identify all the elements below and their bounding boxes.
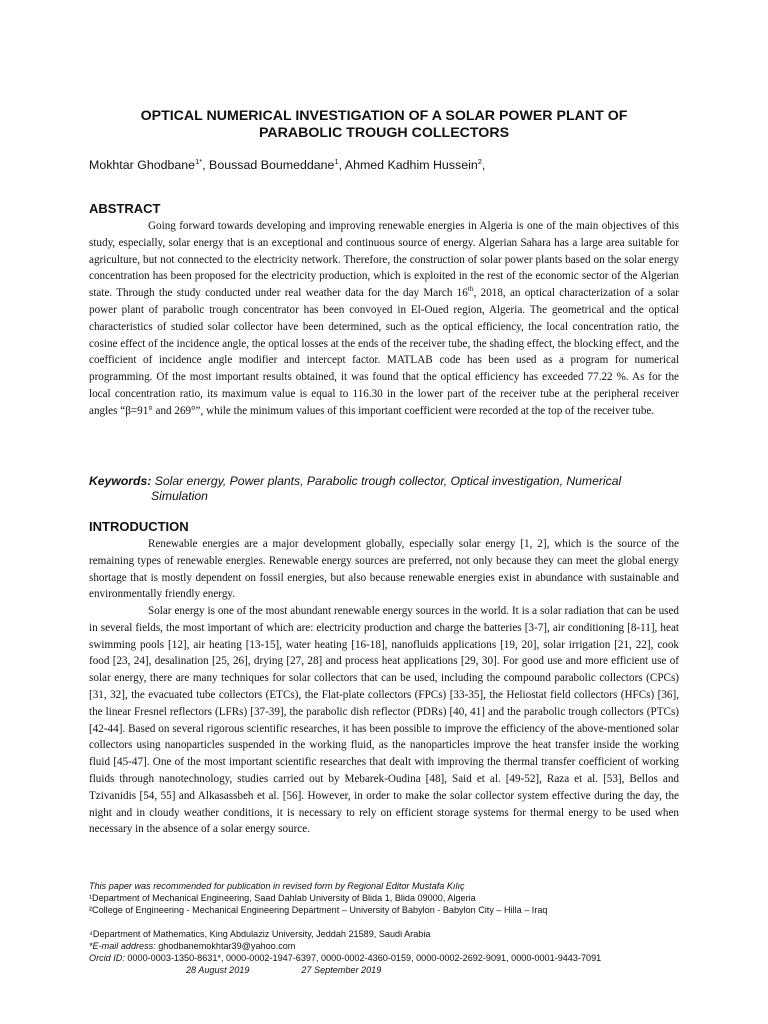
orcid-label: Orcid ID: xyxy=(89,953,125,963)
author-2: , Boussad Boumeddane xyxy=(202,158,335,172)
author-list-end: , xyxy=(481,158,486,172)
date-received: 28 August 2019 xyxy=(186,965,250,975)
title-line-1: OPTICAL NUMERICAL INVESTIGATION OF A SOLAR POWER PLANT OF xyxy=(140,108,628,124)
footnote-orcid xyxy=(89,953,689,965)
author-list xyxy=(89,157,485,173)
email-address: ghodbanemokhtar39@yahoo.com xyxy=(155,941,296,951)
keywords-label: Keywords: xyxy=(89,474,152,488)
keywords-block xyxy=(89,474,679,504)
introduction-paragraph-1: Renewable energies are a major development globally, especially solar energy [1, 2], which is the source of the remaining types of renewable energies. Renewable energy sources are preferred, not only because they can meet the global energy shortage that is mostly dependent on fossil energies, but also because renewable energies exist in abundance with sustainable and environmentally friendly energy. xyxy=(89,538,679,601)
footnote-dates xyxy=(186,965,586,977)
author-1: Mokhtar Ghodbane xyxy=(89,158,196,172)
abstract-heading: ABSTRACT xyxy=(89,201,161,216)
title-line-2: PARABOLIC TROUGH COLLECTORS xyxy=(258,125,510,141)
footnote-email xyxy=(89,941,689,953)
abstract-superscript: th xyxy=(467,284,474,294)
footnote-affiliation-1: ¹Department of Mechanical Engineering, Saad Dahlab University of Blida 1, Blida 09000, Algeria xyxy=(89,893,476,903)
introduction-heading: INTRODUCTION xyxy=(89,519,189,534)
footnote-affiliation-4: ⁴Department of Mathematics, King Abdulaziz University, Jeddah 21589, Saudi Arabia xyxy=(89,929,431,939)
orcid-ids: 0000-0003-1350-8631*, 0000-0002-1947-6397, 0000-0002-4360-0159, 0000-0002-2692-9091, 0000-0001-9443-7091 xyxy=(124,953,602,963)
author-2-affiliation: 1 xyxy=(334,157,339,166)
abstract-text-2: , 2018, an optical characterization of a solar power plant of parabolic trough concentrator has been convoyed in El-Oued region, Algeria. The geometrical and the optical characteristics of studied solar collector have been determined, such as the optical efficiency, the local concentration ratio, the cosine effect of the incidence angle, the optical losses at the ends of the receiver tube, the shading effect, the blocking effect, and the coefficient of incidence angle modifier and intercept factor. MATLAB code has been used as a program for numerical programming. Of the most important results obtained, it was found that the optical efficiency has exceeded 77.22 %. As for the local concentration ratio, its maximum value is equal to 116.30 in the lower part of the receiver tube at the peripheral receiver angles “β=91° and 269°”, while the minimum values of this important coefficient were recorded at the top of the receiver tube. xyxy=(89,287,679,417)
author-3-affiliation: 2 xyxy=(477,157,482,166)
date-accepted: 27 September 2019 xyxy=(301,965,382,975)
introduction-paragraph-2: Solar energy is one of the most abundant renewable energy sources in the world. It is a solar radiation that can be used in several fields, the most important of which are: electricity production and charge the batteries [3-7], air conditioning [8-11], heat swimming pools [12], air heating [13-15], water heating [16-18], nanofluids applications [19, 20], solar irrigation [21, 22], cook food [23, 24], desalination [25, 26], drying [27, 28] and process heat applications [29, 30]. For good use and more efficient use of solar energy, there are many techniques for solar collectors that can be used, including the compound parabolic collectors (CPCs) [31, 32], the evacuated tube collectors (ETCs), the Flat-plate collectors (FPCs) [33-35], the Heliostat field collectors (HFCs) [36], the linear Fresnel reflectors (LFRs) [37-39], the parabolic dish reflector (PDRs) [40, 41] and the parabolic trough collectors (PTCs) [42-44]. Based on several rigorous scientific researches, it has been possible to improve the efficiency of the above-mentioned solar collectors using nanoparticles suspended in the working fluid, as the nanoparticles improve the heat transfer inside the working fluid [45-47]. One of the most important scientific researches that dealt with improving the thermal transfer coefficient of working fluids through nanotechnology, studies carried out by Mebarek-Oudina [48], Said et al. [49-52], Raza et al. [53], Bellos and Tzivanidis [54, 55] and Alkasassbeh et al. [56]. However, in order to make the solar collector system effective during the day, the night and in cloudy weather conditions, it is necessary to rely on efficient storage systems for thermal energy to be used when necessary in the absence of a solar energy source. xyxy=(89,605,679,836)
author-3: , Ahmed Kadhim Hussein xyxy=(338,158,478,172)
abstract-body xyxy=(89,218,679,420)
abstract-text-1: Going forward towards developing and improving renewable energies in Algeria is one of the main objectives of this study, especially, solar energy that is an exceptional and continuous source of energy. Algerian Sahara has a large area suitable for agriculture, but not connected to the electricity network. Therefore, the construction of solar power plants based on the solar energy concentration has been proposed for the electricity production, which is exploited in the rest of the economic sector of the Algerian state. Through the study conducted under real weather data for the day March 16 xyxy=(89,220,679,300)
keywords-line-2: Simulation xyxy=(151,489,208,503)
author-1-affiliation: 1* xyxy=(195,157,203,166)
keywords-line-1: Solar energy, Power plants, Parabolic trough collector, Optical investigation, Numerical xyxy=(151,474,622,488)
footnote-affiliation-2: ²College of Engineering - Mechanical Engineering Department – University of Babylon - Babylon City – Hilla – Iraq xyxy=(89,905,548,915)
paper-title xyxy=(80,108,688,142)
footnote-recommended: This paper was recommended for publication in revised form by Regional Editor Mustafa Kılıç xyxy=(89,881,465,891)
email-label: *E-mail address: xyxy=(89,941,156,951)
